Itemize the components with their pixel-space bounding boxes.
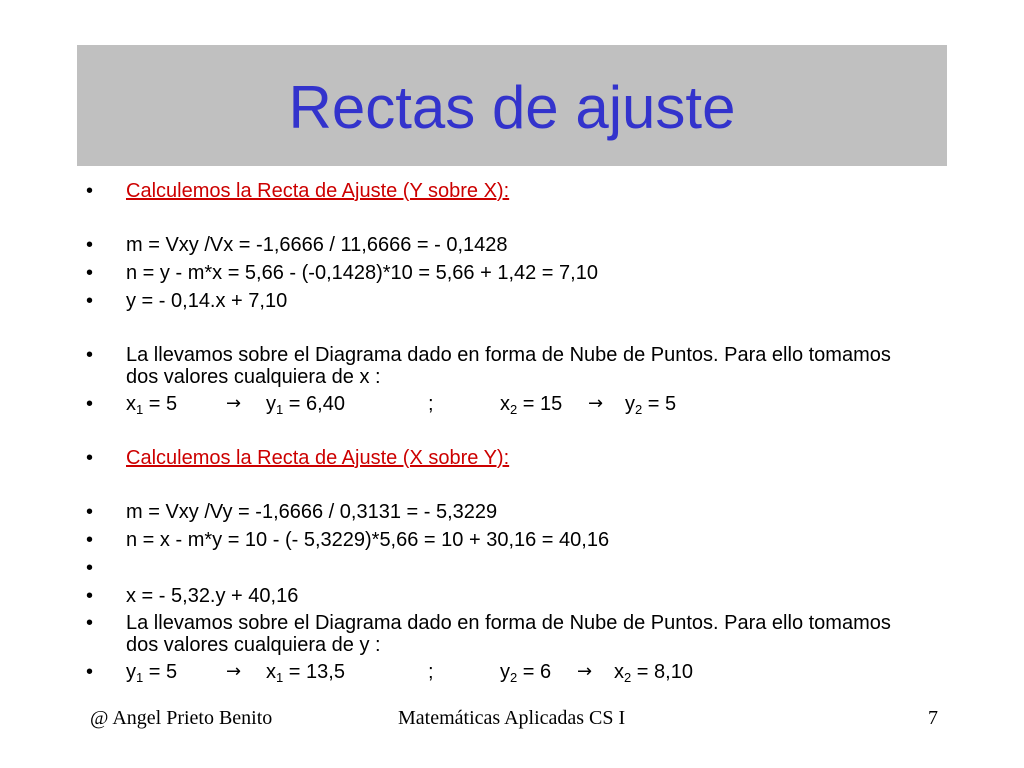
arrow-icon: → (588, 393, 604, 414)
pair-x1: $x_1 = 5$ (126, 393, 178, 417)
pair-y2: $y_2 = 6$ (500, 661, 552, 685)
equation-y-on-x: y = - 0,14.x + 7,10 (126, 290, 288, 312)
arrow-icon: → (226, 393, 242, 414)
paragraph-y-values: La llevamos sobre el Diagrama dado en forma de Nube de Puntos. Para ello tomamos dos valores cualquiera de y : (126, 612, 891, 656)
bullet: • (86, 529, 94, 551)
bullet: • (86, 234, 94, 256)
pair-y2: $y_2 = 5$ (625, 393, 677, 417)
slide-title: Rectas de ajuste (288, 74, 736, 141)
bullet: • (86, 501, 94, 523)
pair-x2: $x_2 = 8,10$ (614, 661, 693, 685)
pair-y1: $y_1 = 6,40$ (266, 393, 345, 417)
bullet: • (86, 262, 94, 284)
pair-x2: $x_2 = 15$ (500, 393, 563, 417)
bullet: • (86, 612, 94, 634)
pair-x1: $x_1 = 13,5$ (266, 661, 345, 685)
intercept-y-on-x: n = y - m*x = 5,66 - (-0,1428)*10 = 5,66 + 1,42 = 7,10 (126, 262, 598, 284)
equation-x-on-y: x = - 5,32.y + 40,16 (126, 585, 299, 607)
section-heading-y-on-x: Calculemos la Recta de Ajuste (Y sobre X): (126, 180, 510, 202)
bullet: • (86, 344, 94, 366)
footer-course: Matemáticas Aplicadas CS I (398, 707, 626, 729)
value-pairs-y (126, 661, 926, 685)
bullet: • (86, 585, 94, 607)
paragraph-x-values: La llevamos sobre el Diagrama dado en forma de Nube de Puntos. Para ello tomamos dos valores cualquiera de x : (126, 344, 891, 388)
value-pairs-x (126, 393, 926, 417)
separator: ; (428, 393, 434, 415)
bullet: • (86, 447, 94, 469)
pair-y1: $y_1 = 5$ (126, 661, 178, 685)
bullet: • (86, 290, 94, 312)
separator: ; (428, 661, 434, 683)
intercept-x-on-y: n = x - m*y = 10 - (- 5,3229)*5,66 = 10 + 30,16 = 40,16 (126, 529, 610, 551)
slope-y-on-x: m = Vxy /Vx = -1,6666 / 11,6666 = - 0,1428 (126, 234, 508, 256)
footer-author: @ Angel Prieto Benito (90, 707, 273, 729)
bullet: • (86, 661, 94, 683)
bullet: • (86, 557, 94, 579)
section-heading-x-on-y: Calculemos la Recta de Ajuste (X sobre Y): (126, 447, 510, 469)
slope-x-on-y: m = Vxy /Vy = -1,6666 / 0,3131 = - 5,3229 (126, 501, 498, 523)
bullet: • (86, 180, 94, 202)
bullet: • (86, 393, 94, 415)
footer-page-number: 7 (928, 707, 938, 729)
arrow-icon: → (226, 661, 242, 682)
arrow-icon: → (577, 661, 593, 682)
